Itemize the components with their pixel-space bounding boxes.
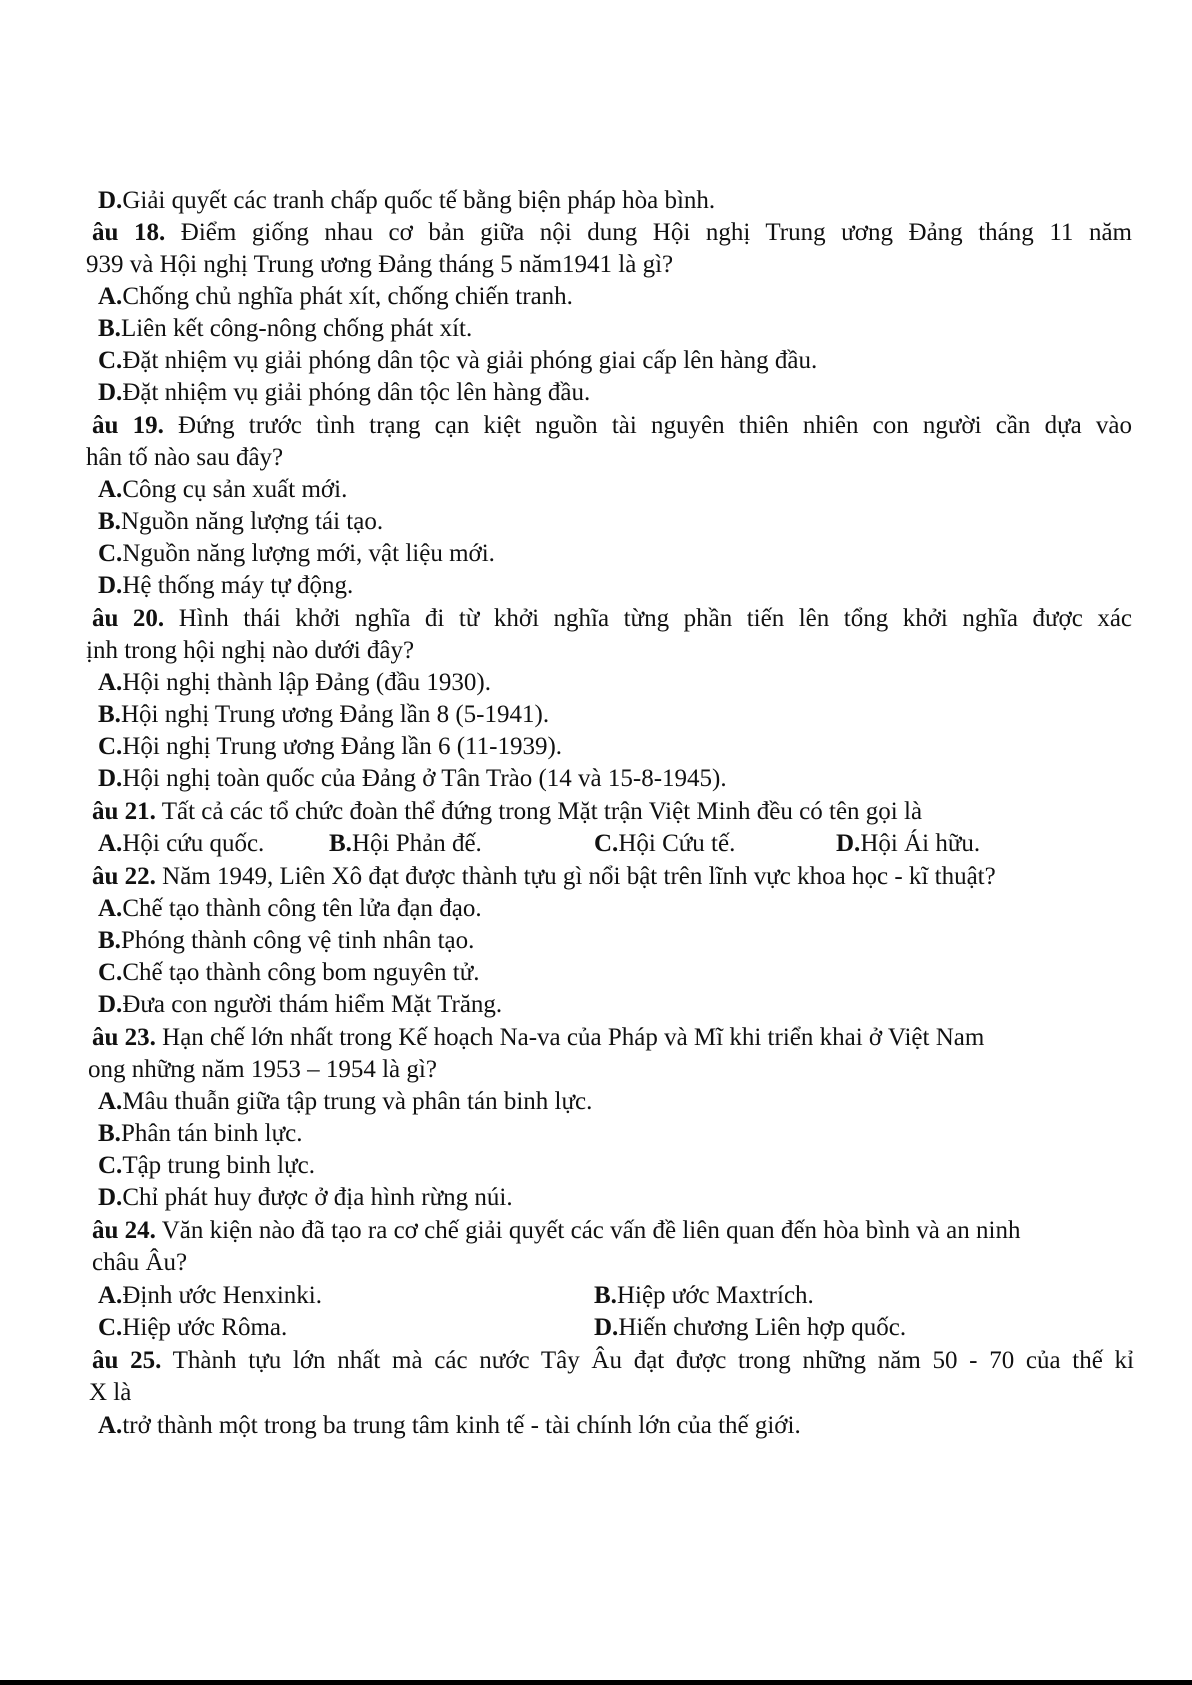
q24-option-d: D.Hiến chương Liên hợp quốc.: [594, 1314, 907, 1341]
q18-option-d: D.Đặt nhiệm vụ giải phóng dân tộc lên hàng đầu.: [98, 379, 591, 406]
question-23-stem: [92, 1022, 984, 1054]
option-line: [98, 185, 715, 217]
question-text: Tất cả các tổ chức đoàn thể đứng trong Mặt trận Việt Minh đều có tên gọi là: [161, 798, 923, 825]
q19-option-c: C.Nguồn năng lượng mới, vật liệu mới.: [98, 540, 495, 567]
question-label: âu 18.: [92, 219, 166, 246]
question-label: âu 22.: [92, 863, 156, 890]
q24-option-c: C.Hiệp ước Rôma.: [98, 1314, 288, 1341]
q19-option-d: D.Hệ thống máy tự động.: [98, 572, 354, 599]
q20-option-d: D.Hội nghị toàn quốc của Đảng ở Tân Trào (14 và 15-8-1945).: [98, 765, 727, 792]
q22-option-a: A.Chế tạo thành công tên lửa đạn đạo.: [98, 895, 482, 922]
q21-option-d: D.Hội Ái hữu.: [836, 830, 981, 857]
q23-option-d: D.Chỉ phát huy được ở địa hình rừng núi.: [98, 1184, 513, 1211]
q23-option-b: B.Phân tán binh lực.: [98, 1120, 303, 1147]
question-24-stem-cont: châu Âu?: [92, 1249, 188, 1276]
question-21-stem: [92, 796, 922, 828]
q24-option-b: B.Hiệp ước Maxtrích.: [594, 1282, 814, 1309]
option-text: Giải quyết các tranh chấp quốc tế bằng biện pháp hòa bình.: [122, 187, 716, 214]
q22-option-d: D.Đưa con người thám hiểm Mặt Trăng.: [98, 991, 503, 1018]
q23-option-a: A.Mâu thuẫn giữa tập trung và phân tán binh lực.: [98, 1088, 593, 1115]
q18-option-a: A.Chống chủ nghĩa phát xít, chống chiến tranh.: [98, 283, 573, 310]
q18-option-b: B.Liên kết công-nông chống phát xít.: [98, 315, 473, 342]
question-label: âu 24.: [92, 1217, 156, 1244]
question-19-stem: [92, 410, 1132, 442]
q20-option-a: A.Hội nghị thành lập Đảng (đầu 1930).: [98, 669, 491, 696]
q24-option-a: A.Định ước Henxinki.: [98, 1282, 322, 1309]
q19-option-a: A.Công cụ sản xuất mới.: [98, 476, 348, 503]
question-text: Thành tựu lớn nhất mà các nước Tây Âu đạt được trong những năm 50 - 70 của thế kỉ: [172, 1347, 1134, 1374]
q20-option-b: B.Hội nghị Trung ương Đảng lần 8 (5-1941).: [98, 701, 550, 728]
q21-option-a: A.Hội cứu quốc.: [98, 830, 265, 857]
question-25-stem-cont: X là: [89, 1379, 132, 1406]
q21-option-c: C.Hội Cứu tế.: [594, 830, 736, 857]
question-25-stem: [92, 1345, 1134, 1377]
q25-option-a: A.trở thành một trong ba trung tâm kinh tế - tài chính lớn của thế giới.: [98, 1412, 801, 1439]
question-label: âu 23.: [92, 1024, 156, 1051]
q18-option-c: C.Đặt nhiệm vụ giải phóng dân tộc và giải phóng giai cấp lên hàng đầu.: [98, 347, 818, 374]
question-label: âu 21.: [92, 798, 156, 825]
bottom-edge-rule: [0, 1680, 1192, 1685]
question-text: Hạn chế lớn nhất trong Kế hoạch Na-va của Pháp và Mĩ khi triển khai ở Việt Nam: [162, 1024, 985, 1051]
question-24-stem: [92, 1215, 1020, 1247]
q22-option-b: B.Phóng thành công vệ tinh nhân tạo.: [98, 927, 475, 954]
question-label: âu 20.: [92, 605, 165, 632]
question-text: Hình thái khởi nghĩa đi từ khởi nghĩa từng phần tiến lên tổng khởi nghĩa được xác: [178, 605, 1133, 632]
q23-option-c: C.Tập trung binh lực.: [98, 1152, 315, 1179]
question-20-stem: [92, 603, 1132, 635]
question-text: Văn kiện nào đã tạo ra cơ chế giải quyết các vấn đề liên quan đến hòa bình và an ninh: [161, 1217, 1021, 1244]
question-label: âu 25.: [92, 1347, 162, 1374]
question-19-stem-cont: hân tố nào sau đây?: [86, 444, 284, 471]
q22-option-c: C.Chế tạo thành công bom nguyên tử.: [98, 959, 480, 986]
option-letter: D.: [98, 187, 123, 214]
question-20-stem-cont: ịnh trong hội nghị nào dưới đây?: [86, 637, 415, 664]
question-23-stem-cont: ong những năm 1953 – 1954 là gì?: [88, 1056, 437, 1083]
question-18-stem-cont: 939 và Hội nghị Trung ương Đảng tháng 5 năm1941 là gì?: [86, 251, 674, 278]
q19-option-b: B.Nguồn năng lượng tái tạo.: [98, 508, 384, 535]
question-text: Đứng trước tình trạng cạn kiệt nguồn tài nguyên thiên nhiên con người cần dựa vào: [178, 412, 1133, 439]
q21-option-b: B.Hội Phản đế.: [329, 830, 482, 857]
question-18-stem: [92, 217, 1132, 249]
question-22-stem: [92, 861, 996, 893]
q20-option-c: C.Hội nghị Trung ương Đảng lần 6 (11-1939).: [98, 733, 563, 760]
question-text: Năm 1949, Liên Xô đạt được thành tựu gì nổi bật trên lĩnh vực khoa học - kĩ thuật?: [162, 863, 996, 890]
question-text: Điểm giống nhau cơ bản giữa nội dung Hội nghị Trung ương Đảng tháng 11 năm: [180, 219, 1132, 246]
question-label: âu 19.: [92, 412, 164, 439]
